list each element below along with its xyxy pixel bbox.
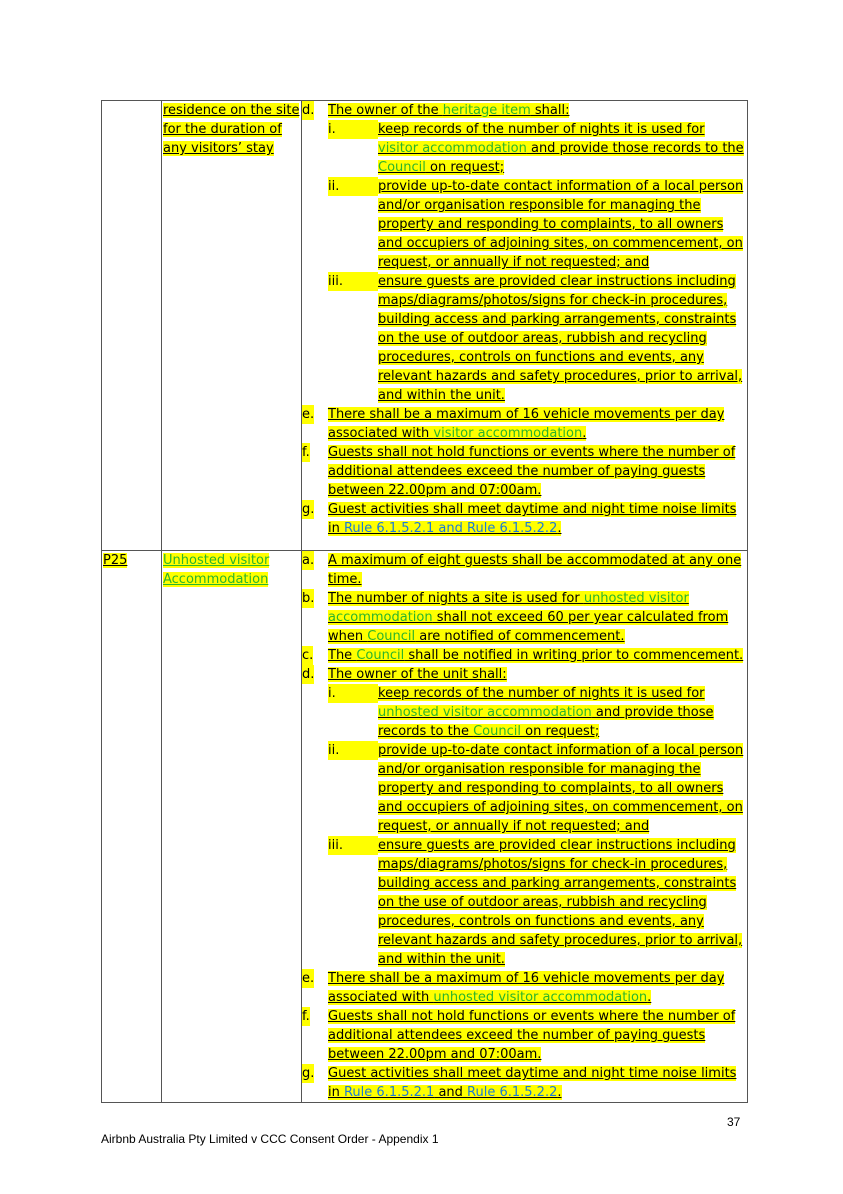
- standard-b: b. The number of nights a site is used for unhosted visitor accommodation shall not exceed 60 per year calculated from when Council are notified of commencement.: [302, 591, 729, 644]
- list-marker: ii.: [328, 741, 378, 760]
- standard-c: c. The Council shall be notified in writing prior to commencement.: [302, 648, 744, 663]
- list-marker: c.: [302, 648, 314, 663]
- activity-cell: [162, 101, 302, 551]
- standard-d: d. The owner of the heritage item shall: i. keep records of the number of nights it is used for visitor accommodation and provide those records to the Council on request; ii. provide up-to-date contact information of a local person and/or organisation responsible for managing the property and responding to complaints, to all owners and occupiers of adjoining sites, on commencement, on request, or annually if not requested; and iii. ensure guests are provided clear instructions including maps/diagrams/photos/signs for check-in procedures, building access and parking arrangements, constraints on the use of outdoor areas, rubbish and recycling procedures, controls on functions and events, any relevant hazards and safety procedures, prior to arrival, and within the unit.: [302, 103, 744, 403]
- defined-term-link[interactable]: heritage item: [442, 103, 531, 118]
- rule-number-cell: [102, 551, 162, 1103]
- list-marker: f.: [302, 1009, 310, 1024]
- page-footer: Airbnb Australia Pty Limited v CCC Consent Order - Appendix 1: [101, 1132, 439, 1146]
- defined-term-link[interactable]: unhosted visitor accommodation: [378, 705, 592, 720]
- rule-number-cell: [102, 101, 162, 551]
- defined-term-link[interactable]: Council: [378, 160, 426, 175]
- table-row-p25: [102, 551, 748, 1103]
- activity-defined-term-link[interactable]: Unhosted visitor Accommodation: [163, 553, 270, 587]
- standards-cell: [302, 101, 748, 551]
- defined-term-link[interactable]: unhosted visitor accommodation: [328, 591, 689, 625]
- standard-d-iii: iii. ensure guests are provided clear instructions including maps/diagrams/photos/signs for check-in procedures, building access and parking arrangements, constraints on the use of outdoor areas, rubbish and recycling procedures, controls on functions and events, any relevant hazards and safety procedures, prior to arrival, and within the unit.: [328, 274, 743, 403]
- table-row-residence-conditions: [102, 101, 748, 551]
- defined-term-link[interactable]: visitor accommodation: [433, 426, 583, 441]
- standard-a: a. A maximum of eight guests shall be accommodated at any one time.: [302, 553, 742, 587]
- standard-e: e. There shall be a maximum of 16 vehicle movements per day associated with unhosted visitor accommodation.: [302, 971, 725, 1005]
- standard-d: d. The owner of the unit shall: i. keep records of the number of nights it is used for unhosted visitor accommodation and provide those records to the Council on request; ii. provide up-to-date contact information of a local person and/or organisation responsible for managing the property and responding to complaints, to all owners and occupiers of adjoining sites, on commencement, on request, or annually if not requested; and iii. ensure guests are provided clear instructions including maps/diagrams/photos/signs for check-in procedures, building access and parking arrangements, constraints on the use of outdoor areas, rubbish and recycling procedures, controls on functions and events, any relevant hazards and safety procedures, prior to arrival, and within the unit.: [302, 667, 744, 967]
- list-marker: d.: [302, 103, 315, 118]
- activity-text: residence on the site for the duration of any visitors’ stay: [163, 103, 300, 156]
- list-marker: d.: [302, 667, 315, 682]
- rule-reference-link[interactable]: Rule 6.1.5.2.1 and Rule 6.1.5.2.2: [343, 521, 558, 536]
- standard-d-ii: ii. provide up-to-date contact information of a local person and/or organisation responsible for managing the property and responding to complaints, to all owners and occupiers of adjoining sites, on commencement, on request, or annually if not requested; and: [328, 743, 744, 834]
- list-marker: i.: [328, 120, 378, 139]
- standard-g: g. Guest activities shall meet daytime and night time noise limits in Rule 6.1.5.2.1 and Rule 6.1.5.2.2.: [302, 502, 737, 536]
- list-marker: iii.: [328, 836, 378, 855]
- standard-d-ii: ii. provide up-to-date contact information of a local person and/or organisation responsible for managing the property and responding to complaints, to all owners and occupiers of adjoining sites, on commencement, on request, or annually if not requested; and: [328, 179, 744, 270]
- list-marker: e.: [302, 971, 315, 986]
- standard-d-i: i. keep records of the number of nights it is used for visitor accommodation and provide those records to the Council on request;: [328, 122, 744, 175]
- list-marker: g.: [302, 1066, 315, 1081]
- standard-f: f. Guests shall not hold functions or events where the number of additional attendees exceed the number of paying guests between 22.00pm and 07:00am.: [302, 1009, 736, 1062]
- defined-term-link[interactable]: Council: [367, 629, 416, 644]
- list-marker: a.: [302, 553, 315, 568]
- rule-reference-link[interactable]: Rule 6.1.5.2.1: [343, 1085, 435, 1100]
- defined-term-link[interactable]: Council: [473, 724, 521, 739]
- standard-g: g. Guest activities shall meet daytime and night time noise limits in Rule 6.1.5.2.1 and Rule 6.1.5.2.2.: [302, 1066, 737, 1100]
- list-marker: b.: [302, 591, 315, 606]
- list-marker: e.: [302, 407, 315, 422]
- list-marker: ii.: [328, 177, 378, 196]
- defined-term-link[interactable]: visitor accommodation: [378, 141, 527, 156]
- defined-term-link[interactable]: Council: [356, 648, 405, 663]
- standard-e: e. There shall be a maximum of 16 vehicle movements per day associated with visitor accommodation.: [302, 407, 725, 441]
- standard-d-i: i. keep records of the number of nights it is used for unhosted visitor accommodation and provide those records to the Council on request;: [328, 686, 714, 739]
- rule-reference-link[interactable]: Rule 6.1.5.2.2: [467, 1085, 558, 1100]
- defined-term-link[interactable]: unhosted visitor accommodation: [433, 990, 648, 1005]
- standard-d-iii: iii. ensure guests are provided clear instructions including maps/diagrams/photos/signs for check-in procedures, building access and parking arrangements, constraints on the use of outdoor areas, rubbish and recycling procedures, controls on functions and events, any relevant hazards and safety procedures, prior to arrival, and within the unit.: [328, 838, 743, 967]
- standards-cell: [302, 551, 748, 1103]
- list-marker: f.: [302, 445, 310, 460]
- rule-number: P25: [103, 553, 128, 568]
- list-marker: i.: [328, 684, 378, 703]
- list-marker: iii.: [328, 272, 378, 291]
- activity-cell: [162, 551, 302, 1103]
- rules-table: [101, 100, 748, 1103]
- list-marker: g.: [302, 502, 315, 517]
- page-number: 37: [727, 1115, 741, 1129]
- standard-f: f. Guests shall not hold functions or events where the number of additional attendees exceed the number of paying guests between 22.00pm and 07:00am.: [302, 445, 736, 498]
